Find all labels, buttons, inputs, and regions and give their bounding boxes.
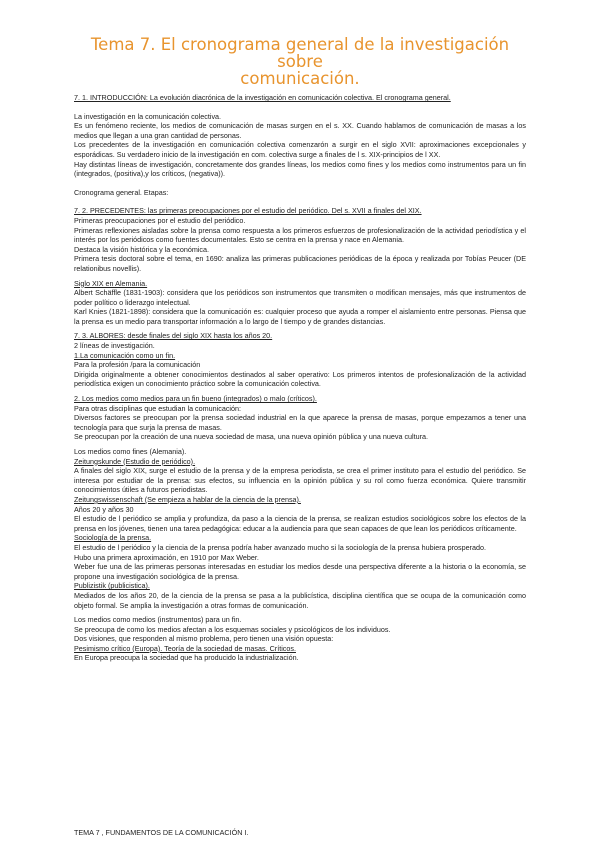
paragraph: El estudio de l periódico y la ciencia de la prensa podría haber avanzado mucho si la sociología de la prensa hubiera prosperado. bbox=[74, 542, 486, 552]
subheading: Publizistik (publicistica). bbox=[74, 581, 150, 591]
paragraph: Hubo una primera aproximación, en 1910 por Max Weber. bbox=[74, 552, 259, 562]
paragraph: Años 20 y años 30 bbox=[74, 504, 134, 514]
paragraph: Cronograma general. Etapas: bbox=[74, 187, 169, 197]
paragraph: Albert Schäffle (1831-1903): considera que los periódicos son instrumentos que transmiten o modifican mensajes, más que instrumentos de poder político o liderazgo intelectual. bbox=[74, 288, 526, 307]
paragraph: La investigación en la comunicación colectiva. bbox=[74, 111, 222, 121]
paragraph: Primeras preocupaciones por el estudio del periódico. bbox=[74, 215, 246, 225]
section-7-2-heading: 7. 2. PRECEDENTES: las primeras preocupaciones por el estudio del periódico. Del s. XVII a finales del XIX. bbox=[74, 206, 422, 216]
paragraph: Mediados de los años 20, de la ciencia de la prensa se pasa a la publicística, disciplina científica que se ocupa de la comunicación como objeto formal. Se amplia la investigación a otras formas de comunicación. bbox=[74, 590, 526, 610]
paragraph: Dirigida originalmente a obtener conocimientos destinados al saber operativo: Los primeros intentos de profesionalización de la actividad periodística exigen un conocimiento práctico sobre la comunicación colectiva. bbox=[74, 369, 526, 389]
paragraph: Se preocupa de como los medios afectan a los esquemas sociales y psicológicos de los individuos. bbox=[74, 624, 391, 634]
paragraph: Los medios como fines (Alemania). bbox=[74, 447, 187, 456]
subheading: Zeitungswissenschaft (Se empieza a hablar de la ciencia de la prensa). bbox=[74, 494, 301, 504]
paragraph: El estudio de l periódico se amplia y profundiza, da paso a la ciencia de la prensa, se realizan estudios sociológicos sobre los efectos de la prensa en los jóvenes, tienen una tarea pedagógica: educar a la audiencia para que sean capaces de que lean los periódicos críticamente. bbox=[74, 514, 526, 533]
paragraph: Los precedentes de la investigación en comunicación colectiva comenzarón a surgir en el siglo XVII: aproximaciones excepcionales y esporádicas. Su verdadero inicio de la investigación en com. colectiva surge a finales de l s. XIX-principios de l XX. bbox=[74, 140, 526, 159]
paragraph: Diversos factores se preocupan por la prensa sociedad industrial en la que aparece la prensa de masas, porque empezamos a tener una tecnología para que surja la prensa de masas. bbox=[74, 413, 526, 432]
paragraph: A finales del siglo XIX, surge el estudio de la prensa y de la empresa periodista, se crea el primer instituto para el estudio del periódico. Se interesa por estudiar de la prensa: sus efectos, su influencia en la opinión pública y su rol como fuerza económica. Quiere transmitir conocimientos útiles a futuros periodistas. bbox=[74, 466, 526, 495]
paragraph: Para la profesión /para la comunicación bbox=[74, 360, 201, 370]
document-body bbox=[74, 93, 526, 663]
paragraph: 2 líneas de investigación. bbox=[74, 341, 155, 351]
paragraph: Primera tesis doctoral sobre el tema, en 1690: analiza las primeras publicaciones periódicas de la época y realizada por Tobías Peucer (DE relationibus novellis). bbox=[74, 254, 526, 273]
paragraph: En Europa preocupa la sociedad que ha producido la industrialización. bbox=[74, 653, 299, 663]
page-title-line-1: Tema 7. El cronograma general de la investigación sobre bbox=[90, 35, 510, 71]
subheading: Zeitungskunde (Estudio de periódico). bbox=[74, 456, 196, 466]
page-title-line-2: comunicación. bbox=[240, 69, 360, 88]
subheading: Siglo XIX en Alemania. bbox=[74, 278, 148, 288]
page-title bbox=[74, 36, 526, 87]
paragraph: Es un fenómeno reciente, los medios de comunicación de masas surgen en el s. XX. Cuando hablamos de comunicación de masas a los medios que llegan a una gran cantidad de personas. bbox=[74, 121, 526, 140]
paragraph: Destaca la visión histórica y la económica. bbox=[74, 244, 210, 254]
section-7-3-heading: 7. 3. ALBORES: desde finales del siglo XIX hasta los años 20. bbox=[74, 331, 273, 341]
subheading: 2. Los medios como medios para un fin bueno (integrados) o malo (críticos). bbox=[74, 394, 317, 404]
subheading: 1.La comunicación como un fin. bbox=[74, 350, 176, 360]
paragraph: Para otras disciplinas que estudian la comunicación: bbox=[74, 403, 242, 413]
paragraph: Hay distintas líneas de investigación, concretamente dos grandes líneas, los medios como fines y los medios como instrumentos para un fin (integrados, (positiva),y los críticos, (negativa)). bbox=[74, 159, 526, 179]
paragraph: Dos visiones, que responden al mismo problema, pero tienen una visión opuesta: bbox=[74, 634, 334, 644]
paragraph: Karl Knies (1821-1898): considera que la comunicación es: cualquier proceso que ayuda a romper el aislamiento entre personas. Piensa que la prensa es un medio para transportar información a lo largo de l tiempo y de grandes distancias. bbox=[74, 307, 526, 326]
paragraph: Los medios como medios (instrumentos) para un fin. bbox=[74, 615, 242, 625]
section-7-1-heading: 7. 1. INTRODUCCIÓN: La evolución diacrónica de la investigación en comunicación colectiva. El cronograma general. bbox=[74, 93, 451, 102]
paragraph: Primeras reflexiones aisladas sobre la prensa como respuesta a los primeros esfuerzos de profesionalización de la actividad periodística y el interés por los periódicos como fuentes documentales. Esto se centra en la prensa y nace en Alemania. bbox=[74, 225, 526, 245]
paragraph: Weber fue una de las primeras personas interesadas en estudiar los medios desde una perspectiva diferente a la historia o la economía, se propone una investigación sociológica de la prensa. bbox=[74, 562, 526, 581]
page-footer: TEMA 7 , FUNDAMENTOS DE LA COMUNICACIÓN I. bbox=[74, 828, 249, 837]
subheading: Pesimismo crítico (Europa). Teoría de la sociedad de masas. Críticos. bbox=[74, 643, 296, 653]
paragraph: Se preocupan por la creación de una nueva sociedad de masa, una nueva opinión pública y una nueva cultura. bbox=[74, 432, 429, 442]
subheading: Sociología de la prensa. bbox=[74, 533, 152, 543]
